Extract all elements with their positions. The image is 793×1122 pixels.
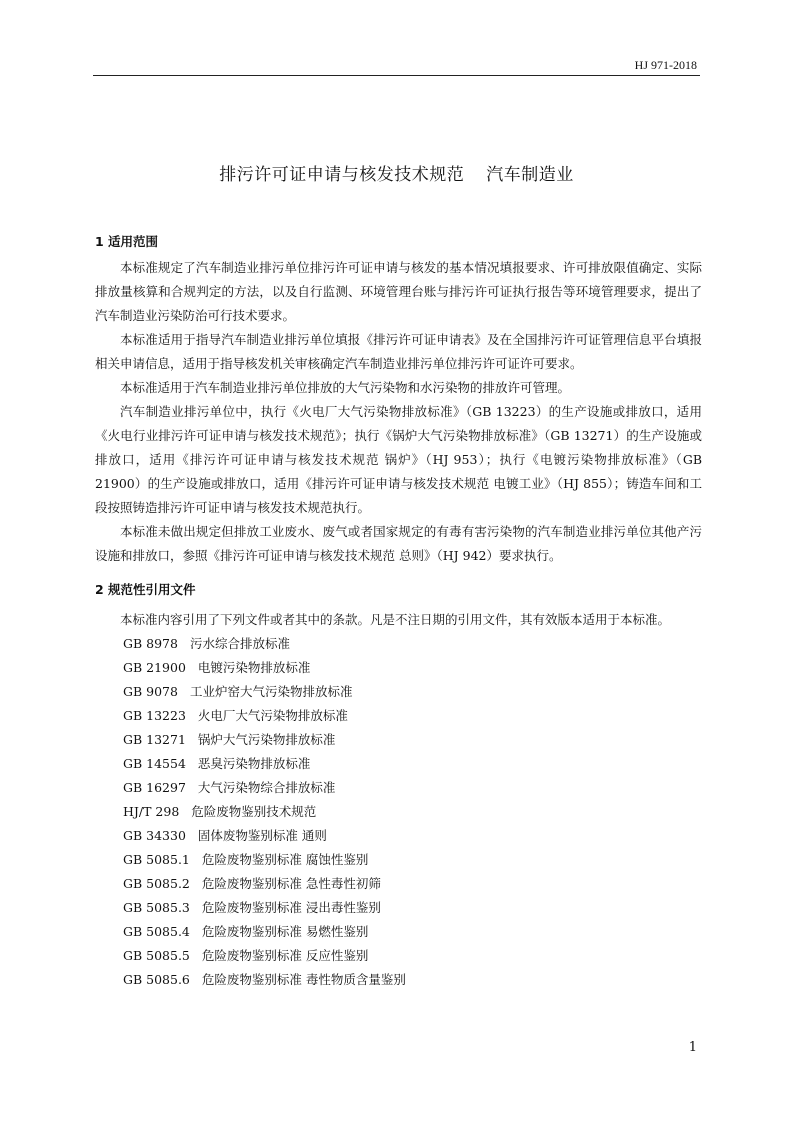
title-main: 排污许可证申请与核发技术规范	[219, 165, 465, 185]
reference-code: GB 5085.1	[123, 852, 190, 867]
scope-paragraph: 本标准适用于汽车制造业排污单位排放的大气污染物和水污染物的排放许可管理。	[120, 380, 571, 395]
scope-paragraph: 本标准未做出规定但排放工业废水、废气或者国家规定的有毒有害污染物的汽车制造业排污单位其他产污设施和排放口，参照《排污许可证申请与核发技术规范 总则》（HJ 942）要求执行。	[95, 524, 702, 563]
section-heading-references: 2 规范性引用文件	[95, 582, 196, 597]
reference-code: GB 8978	[123, 636, 178, 651]
scope-paragraph: 本标准适用于指导汽车制造业排污单位填报《排污许可证申请表》及在全国排污许可证管理信息平台填报相关申请信息，适用于指导核发机关审核确定汽车制造业排污单位排污许可证许可要求。	[95, 332, 702, 371]
reference-item	[95, 704, 702, 728]
reference-item	[95, 776, 702, 800]
reference-code: GB 9078	[123, 684, 178, 699]
reference-code: GB 5085.2	[123, 876, 190, 891]
reference-title: 恶臭污染物排放标准	[197, 756, 311, 771]
reference-code: GB 5085.3	[123, 900, 190, 915]
scope-paragraph: 本标准规定了汽车制造业排污单位排污许可证申请与核发的基本情况填报要求、许可排放限值确定、实际排放量核算和合规判定的方法，以及自行监测、环境管理台账与排污许可证执行报告等环境管理要求，提出了汽车制造业污染防治可行技术要求。	[95, 260, 702, 323]
reference-code: GB 5085.6	[123, 972, 190, 987]
reference-code: GB 21900	[123, 660, 186, 675]
header-rule	[93, 75, 700, 76]
reference-title: 危险废物鉴别标准 反应性鉴别	[201, 948, 369, 963]
title-sub: 汽车制造业	[486, 165, 574, 185]
reference-item	[95, 728, 702, 752]
reference-title: 锅炉大气污染物排放标准	[197, 732, 336, 747]
reference-code: GB 5085.5	[123, 948, 190, 963]
references-intro: 本标准内容引用了下列文件或者其中的条款。凡是不注日期的引用文件，其有效版本适用于本标准。	[120, 612, 671, 627]
reference-title: 危险废物鉴别标准 毒性物质含量鉴别	[201, 972, 406, 987]
reference-item	[95, 920, 702, 944]
reference-item	[95, 680, 702, 704]
reference-title: 火电厂大气污染物排放标准	[197, 708, 348, 723]
reference-code: GB 13271	[123, 732, 186, 747]
document-code: HJ 971-2018	[634, 58, 697, 72]
reference-title: 危险废物鉴别标准 急性毒性初筛	[201, 876, 381, 891]
reference-title: 危险废物鉴别技术规范	[191, 804, 317, 819]
reference-title: 危险废物鉴别标准 腐蚀性鉴别	[201, 852, 369, 867]
reference-item	[95, 800, 702, 824]
scope-paragraph: 汽车制造业排污单位中，执行《火电厂大气污染物排放标准》（GB 13223）的生产设施或排放口，适用《火电行业排污许可证申请与核发技术规范》；执行《锅炉大气污染物排放标准》（GB 13271）的生产设施或排放口，适用《排污许可证申请与核发技术规范 锅炉》（HJ 953）；执行《电镀污染物排放标准》（GB 21900）的生产设施或排放口，适用《排污许可证申请与核发技术规范 电镀工业》（HJ 855）；铸造车间和工段按照铸造排污许可证申请与核发技术规范执行。	[95, 404, 702, 515]
reference-title: 电镀污染物排放标准	[197, 660, 311, 675]
reference-list	[95, 632, 702, 992]
reference-item	[95, 968, 702, 992]
page-title	[0, 160, 793, 185]
reference-title: 大气污染物综合排放标准	[197, 780, 336, 795]
reference-title: 危险废物鉴别标准 易燃性鉴别	[201, 924, 369, 939]
reference-item	[95, 656, 702, 680]
section-heading-scope: 1 适用范围	[95, 234, 159, 249]
reference-code: GB 13223	[123, 708, 186, 723]
reference-code: GB 16297	[123, 780, 186, 795]
reference-title: 危险废物鉴别标准 浸出毒性鉴别	[201, 900, 381, 915]
reference-code: GB 5085.4	[123, 924, 190, 939]
reference-title: 污水综合排放标准	[189, 636, 290, 651]
reference-title: 工业炉窑大气污染物排放标准	[189, 684, 353, 699]
reference-item	[95, 752, 702, 776]
reference-item	[95, 944, 702, 968]
reference-item	[95, 824, 702, 848]
reference-item	[95, 896, 702, 920]
document-body	[95, 232, 702, 992]
reference-code: HJ/T 298	[123, 804, 180, 819]
reference-item	[95, 872, 702, 896]
reference-title: 固体废物鉴别标准 通则	[197, 828, 327, 843]
reference-code: GB 14554	[123, 756, 186, 771]
reference-item	[95, 848, 702, 872]
reference-code: GB 34330	[123, 828, 186, 843]
reference-item	[95, 632, 702, 656]
page-number: 1	[688, 1040, 697, 1055]
